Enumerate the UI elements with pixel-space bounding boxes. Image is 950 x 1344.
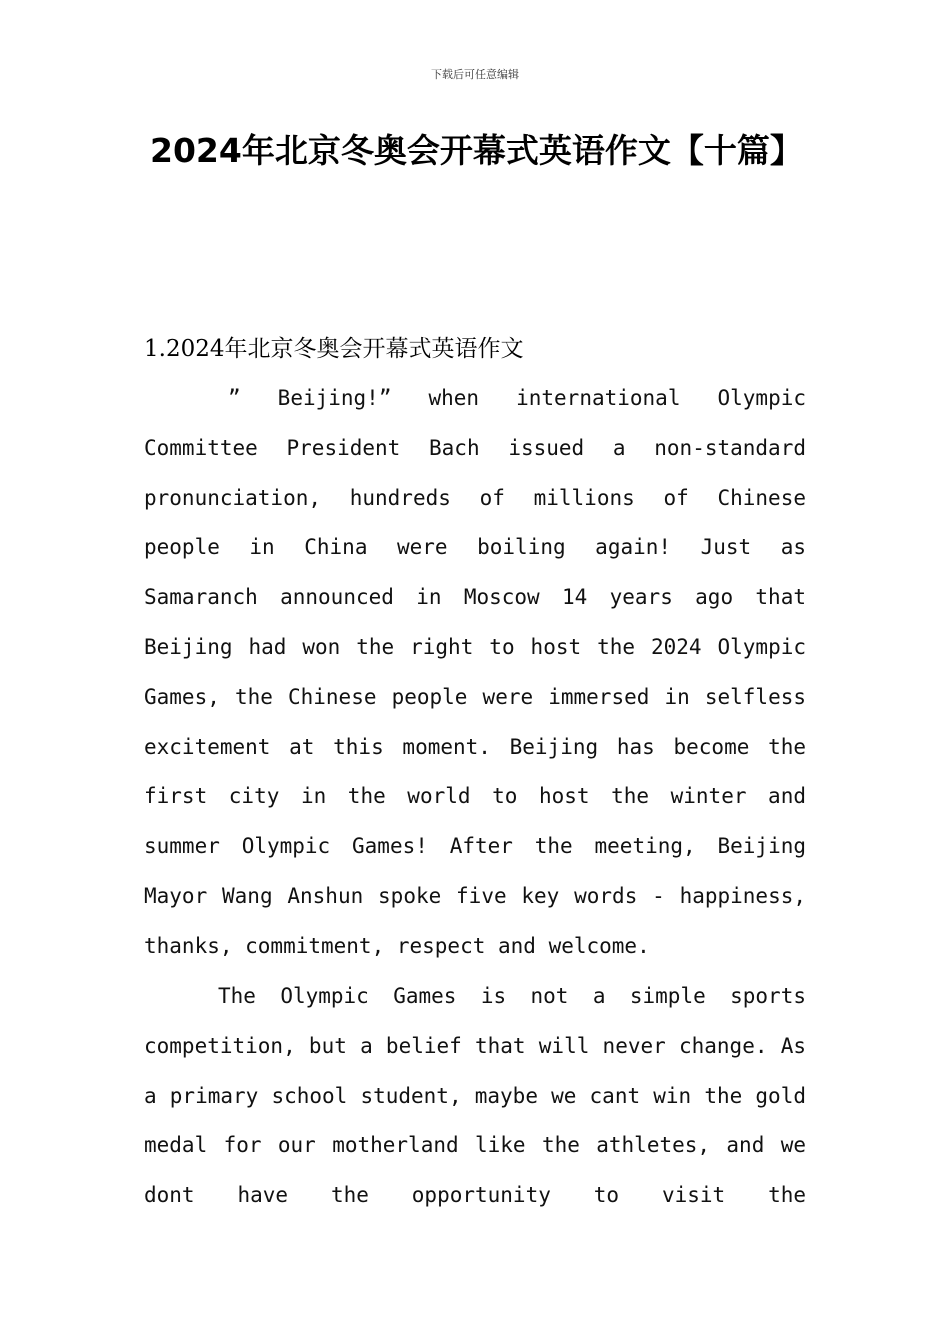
section-heading: 1.2024年北京冬奥会开幕式英语作文 <box>144 336 524 362</box>
paragraph-2: The Olympic Games is not a simple sports competition, but a belief that will never change. As a primary school student, maybe we cant win the gold medal for our motherland like the athletes, and we dont have the opportunity to visit the <box>144 984 806 1208</box>
document-title: 2024年北京冬奥会开幕式英语作文【十篇】 <box>150 131 803 170</box>
paragraph-1: ” Beijing!” when international Olympic Committee President Bach issued a non-standard pronunciation, hundreds of millions of Chinese people in China were boiling again! Just as Samaranch announced in Moscow 14 years ago that Beijing had won the right to host the 2024 Olympic Games, the Chinese people were immersed in selfless excitement at this moment. Beijing has become the first city in the world to host the winter and summer Olympic Games! After the meeting, Beijing Mayor Wang Anshun spoke five key words - happiness, thanks, commitment, respect and welcome. <box>144 386 806 958</box>
header-note: 下载后可任意编辑 <box>431 68 519 81</box>
